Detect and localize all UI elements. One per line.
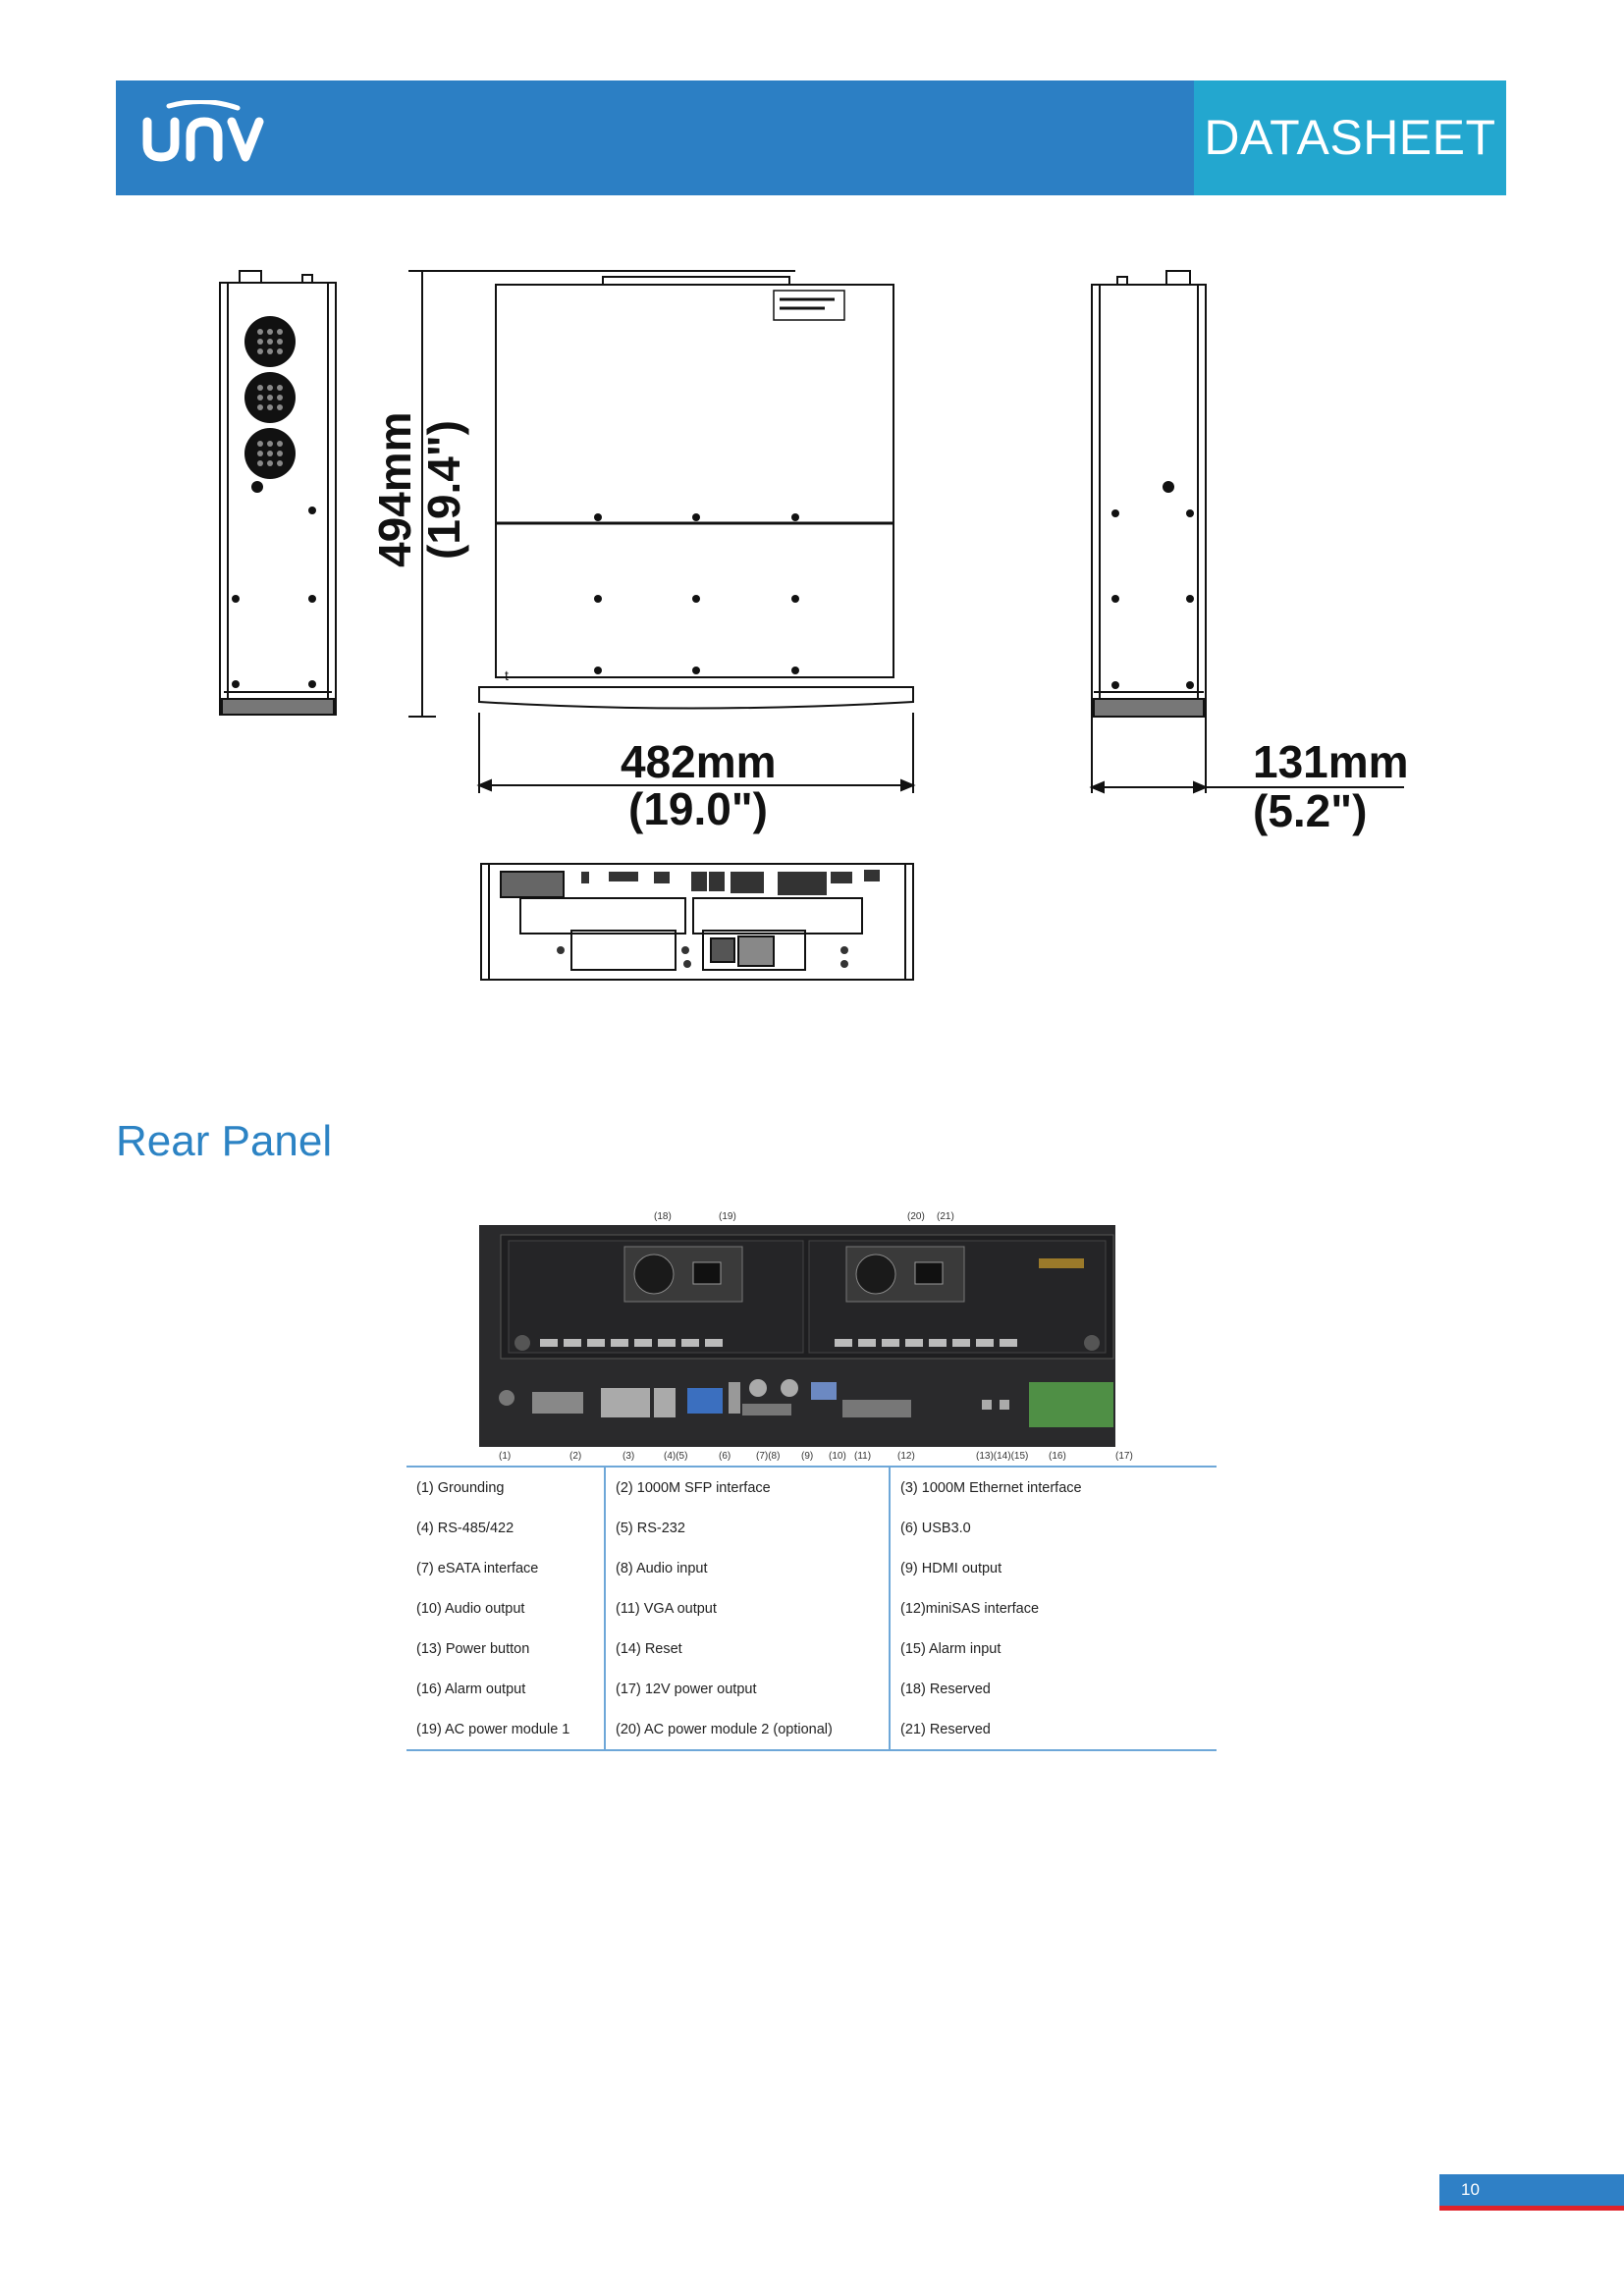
- table-cell: (11) VGA output: [605, 1588, 890, 1629]
- table-cell: (18) Reserved: [890, 1669, 1217, 1709]
- depth-mm-label: 494mm: [369, 411, 420, 567]
- table-cell: (3) 1000M Ethernet interface: [890, 1467, 1217, 1508]
- rear-panel-title: Rear Panel: [116, 1117, 333, 1165]
- table-cell: (5) RS-232: [605, 1508, 890, 1548]
- callout-21: (21): [937, 1211, 954, 1222]
- width-in-label: (19.0"): [628, 783, 768, 834]
- page-number-bar: [1439, 2174, 1624, 2211]
- depth-in-label: (19.4"): [418, 420, 469, 560]
- table-cell: (12)miniSAS interface: [890, 1588, 1217, 1629]
- svg-text:t: t: [505, 667, 509, 683]
- callout-7-8: (7)(8): [756, 1451, 781, 1462]
- callout-16: (16): [1049, 1451, 1066, 1462]
- callout-2: (2): [569, 1451, 582, 1462]
- table-cell: (21) Reserved: [890, 1709, 1217, 1750]
- callout-19: (19): [719, 1211, 736, 1222]
- rear-panel-photo: [461, 1207, 1237, 1463]
- callout-3: (3): [623, 1451, 635, 1462]
- table-cell: (17) 12V power output: [605, 1669, 890, 1709]
- callout-12: (12): [897, 1451, 915, 1462]
- height-mm-label: 131mm: [1253, 736, 1409, 787]
- table-cell: (20) AC power module 2 (optional): [605, 1709, 890, 1750]
- table-cell: (7) eSATA interface: [416, 1560, 539, 1576]
- datasheet-label: DATASHEET: [1194, 80, 1506, 195]
- rear-panel-legend-table: [406, 1466, 1217, 1751]
- table-cell: (4) RS-485/422: [416, 1520, 514, 1536]
- table-cell: (10) Audio output: [416, 1600, 525, 1617]
- table-row: [406, 1548, 1217, 1588]
- callout-13-15: (13)(14)(15): [976, 1451, 1029, 1462]
- table-cell: (9) HDMI output: [890, 1548, 1217, 1588]
- callout-6: (6): [719, 1451, 731, 1462]
- table-cell: (8) Audio input: [605, 1548, 890, 1588]
- table-row: [406, 1709, 1217, 1750]
- callout-17: (17): [1115, 1451, 1133, 1462]
- table-cell: (6) USB3.0: [890, 1508, 1217, 1548]
- page-number: 10: [1461, 2180, 1480, 2199]
- callout-10: (10): [829, 1451, 846, 1462]
- table-cell: (16) Alarm output: [416, 1681, 526, 1697]
- table-row: [406, 1508, 1217, 1548]
- table-cell: (14) Reset: [605, 1629, 890, 1669]
- callout-1: (1): [499, 1451, 512, 1462]
- table-cell: (1) Grounding: [416, 1479, 505, 1496]
- callout-4-5: (4)(5): [664, 1451, 688, 1462]
- dimension-drawing: [0, 0, 1624, 1021]
- width-mm-label: 482mm: [621, 736, 777, 787]
- table-row: [406, 1588, 1217, 1629]
- table-row: [406, 1629, 1217, 1669]
- height-in-label: (5.2"): [1253, 785, 1368, 836]
- table-cell: (19) AC power module 1: [416, 1721, 570, 1737]
- callout-9: (9): [801, 1451, 814, 1462]
- table-row: [406, 1669, 1217, 1709]
- callout-20: (20): [907, 1211, 925, 1222]
- table-cell: (2) 1000M SFP interface: [605, 1467, 890, 1508]
- callout-18: (18): [654, 1211, 672, 1222]
- table-cell: (13) Power button: [416, 1640, 530, 1657]
- callout-11: (11): [854, 1451, 872, 1462]
- table-row: [406, 1467, 1217, 1508]
- table-cell: (15) Alarm input: [890, 1629, 1217, 1669]
